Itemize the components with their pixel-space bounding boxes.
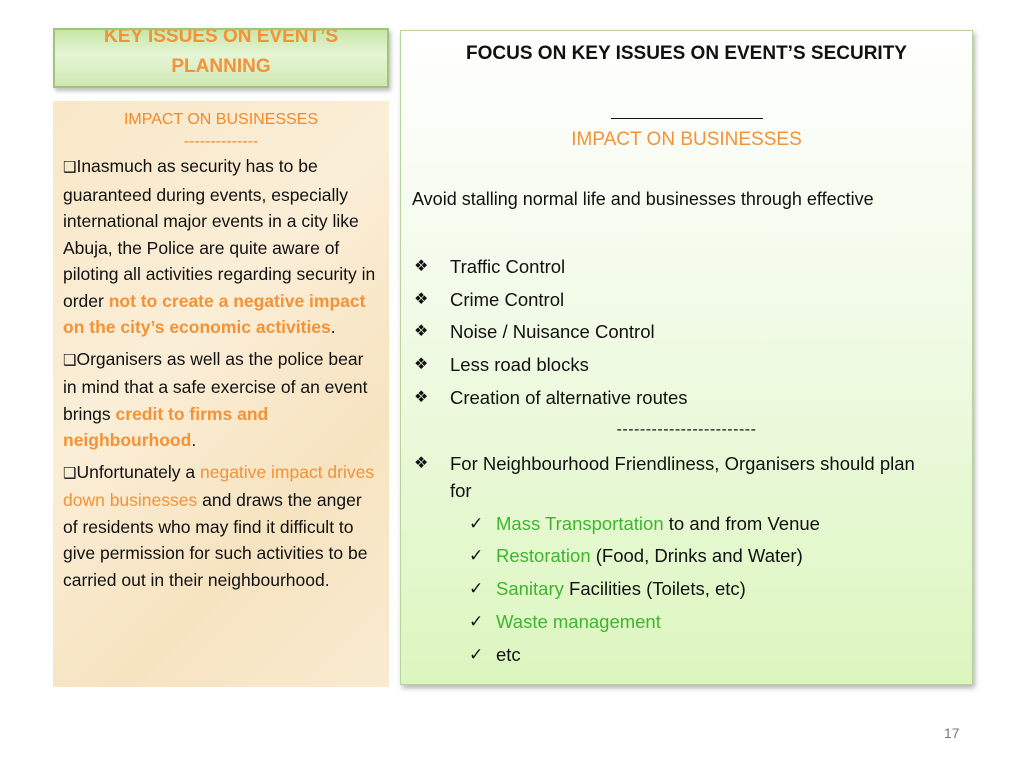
left-panel: [53, 101, 389, 687]
checkmark-icon: ✓: [469, 514, 484, 533]
diamond-bullet-icon: ❖: [414, 356, 429, 373]
diamond-bullet-icon: ❖: [414, 389, 429, 406]
square-bullet-icon: ❑: [63, 464, 77, 482]
square-bullet-icon: ❑: [63, 159, 77, 176]
control-item-label: Noise / Nuisance Control: [450, 321, 655, 342]
left-paragraph-3: [63, 459, 379, 594]
control-item-label: Creation of alternative routes: [450, 387, 688, 408]
right-title-rule: [401, 103, 972, 125]
separator-dashes: ------------------------: [616, 421, 757, 438]
right-panel: [400, 30, 973, 685]
p3-text: Unfortunately a: [76, 461, 200, 482]
check-rest: Facilities (Toilets, etc): [563, 578, 746, 599]
check-highlight: Restoration: [496, 545, 591, 566]
page-number: 17: [944, 725, 960, 741]
p2-end: .: [191, 430, 197, 450]
control-item-label: Less road blocks: [450, 354, 589, 375]
slide-title-box: [53, 28, 389, 88]
check-rest: (Food, Drinks and Water): [590, 545, 803, 566]
check-rest: etc: [496, 644, 521, 665]
checkmark-icon: ✓: [469, 579, 484, 598]
checkmark-icon: ✓: [469, 546, 484, 565]
p1-text: Inasmuch as security has to be guaranteed during events, especially international major events in a city like Abuja, the Police are quite aware of piloting all activities regarding security in order: [63, 156, 376, 311]
left-paragraph-2: [63, 346, 379, 454]
diamond-bullet-icon: ❖: [414, 455, 429, 472]
right-heading: IMPACT ON BUSINESSES: [571, 129, 802, 150]
friendliness-label: For Neighbourhood Friendliness, Organisers should plan for: [450, 453, 915, 501]
diamond-bullet-icon: ❖: [414, 323, 429, 340]
check-highlight: Mass Transportation: [496, 513, 664, 534]
p2-text: Organisers as well as the police bear in mind that a safe exercise of an event brings: [63, 348, 368, 424]
square-bullet-icon: ❑: [63, 351, 77, 369]
p3-highlight: negative impact drives down businesses: [63, 461, 375, 510]
p1-end: .: [330, 317, 336, 337]
left-subtitle: IMPACT ON BUSINESSES: [123, 111, 319, 128]
left-paragraph-1: [63, 153, 379, 341]
diamond-bullet-icon: ❖: [414, 258, 429, 275]
control-item-label: Traffic Control: [450, 256, 566, 277]
check-highlight: Waste management: [496, 611, 661, 632]
check-rest: to and from Venue: [663, 513, 820, 534]
p1-highlight: not to create a negative impact on the city’s economic activities: [63, 290, 366, 337]
check-highlight: Sanitary: [496, 578, 564, 599]
checkmark-icon: ✓: [469, 645, 484, 664]
right-title: FOCUS ON KEY ISSUES ON EVENT’S SECURITY: [466, 43, 907, 64]
checkmark-icon: ✓: [469, 612, 484, 631]
control-item-label: Crime Control: [450, 289, 565, 310]
p3-end: and draws the anger of residents who may find it difficult to give permission for such activities to be carried out in their neighbourhood.: [63, 490, 368, 590]
right-intro: Avoid stalling normal life and businesses through effective: [412, 189, 874, 209]
p2-highlight: credit to firms and neighbourhood: [63, 403, 269, 450]
left-subtitle-rule: --------------: [183, 133, 259, 150]
diamond-bullet-icon: ❖: [414, 291, 429, 308]
slide-title: KEY ISSUES ON EVENT’S PLANNING: [103, 28, 339, 77]
